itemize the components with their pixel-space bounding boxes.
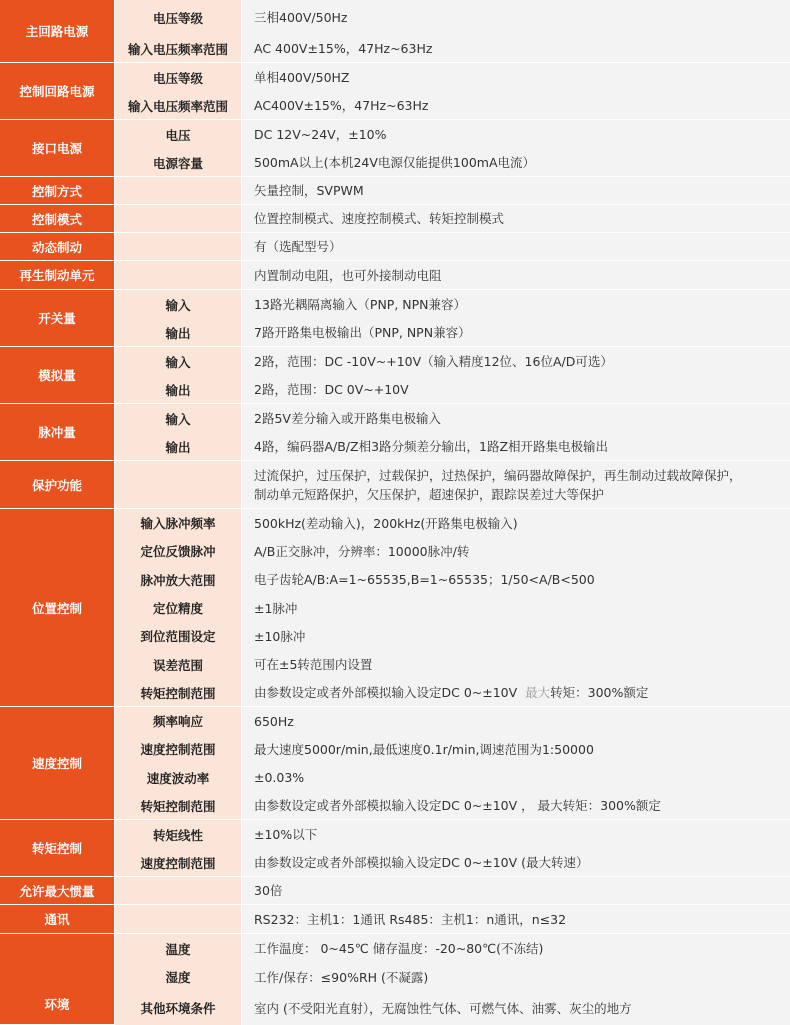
value-cell: AC400V±15%，47Hz~63Hz bbox=[242, 92, 790, 120]
sub-label-cell bbox=[114, 877, 242, 905]
sub-label-cell: 速度波动率 bbox=[114, 763, 242, 792]
value-cell: 三相400V/50Hz bbox=[242, 0, 790, 35]
sub-label-cell: 输入 bbox=[114, 347, 242, 376]
sub-label-cell: 输出 bbox=[114, 319, 242, 347]
value-cell: RS232：主机1：1通讯 Rs485：主机1：n通讯，n≤32 bbox=[242, 905, 790, 934]
value-cell: DC 12V~24V，±10% bbox=[242, 120, 790, 149]
category-cell: 接口电源 bbox=[0, 120, 114, 177]
value-cell: ±10%以下 bbox=[242, 820, 790, 849]
category-cell: 环境 bbox=[0, 934, 114, 1025]
category-cell: 转矩控制 bbox=[0, 820, 114, 877]
value-line: 过流保护，过压保护，过载保护，过热保护，编码器故障保护，再生制动过载故障保护， bbox=[254, 467, 742, 483]
value-text: 转矩：300%额定 bbox=[550, 685, 649, 700]
value-text: 由参数设定或者外部模拟输入设定DC 0~±10V bbox=[254, 685, 518, 700]
value-cell: 室内 (不受阳光直射），无腐蚀性气体、可燃气体、油雾、灰尘的地方 bbox=[242, 991, 790, 1025]
sub-label-cell: 输入电压频率范围 bbox=[114, 92, 242, 120]
sub-label-cell: 输入 bbox=[114, 290, 242, 319]
sub-label-cell bbox=[114, 205, 242, 233]
category-cell: 通讯 bbox=[0, 905, 114, 934]
sub-label-cell: 速度控制范围 bbox=[114, 735, 242, 763]
value-cell: 2路，范围：DC -10V~+10V（输入精度12位、16位A/D可选） bbox=[242, 347, 790, 376]
value-cell: 工作/保存：≤90%RH (不凝露) bbox=[242, 963, 790, 991]
value-cell: 矢量控制，SVPWM bbox=[242, 177, 790, 205]
value-cell: 最大速度5000r/min,最低速度0.1r/min,调速范围为1:50000 bbox=[242, 735, 790, 763]
sub-label-cell: 电压等级 bbox=[114, 63, 242, 92]
sub-label-cell: 输入脉冲频率 bbox=[114, 509, 242, 537]
sub-label-cell: 电压等级 bbox=[114, 0, 242, 35]
value-cell: 电子齿轮A/B:A=1~65535,B=1~65535；1/50<A/B<500 bbox=[242, 565, 790, 594]
value-cell: 7路开路集电极输出（PNP, NPN兼容） bbox=[242, 319, 790, 347]
value-cell: ±1脉冲 bbox=[242, 594, 790, 622]
sub-label-cell: 转矩控制范围 bbox=[114, 679, 242, 707]
category-cell: 速度控制 bbox=[0, 707, 114, 820]
value-cell: 有（选配型号） bbox=[242, 233, 790, 261]
value-cell: 位置控制模式、速度控制模式、转矩控制模式 bbox=[242, 205, 790, 233]
value-cell: 4路，编码器A/B/Z相3路分频差分输出，1路Z相开路集电极输出 bbox=[242, 433, 790, 461]
sub-label-cell bbox=[114, 261, 242, 290]
sub-label-cell: 速度控制范围 bbox=[114, 849, 242, 877]
sub-label-cell bbox=[114, 461, 242, 509]
sub-label-cell bbox=[114, 233, 242, 261]
category-cell: 动态制动 bbox=[0, 233, 114, 261]
sub-label-cell: 输入电压频率范围 bbox=[114, 35, 242, 63]
value-cell: A/B正交脉冲，分辨率：10000脉冲/转 bbox=[242, 537, 790, 565]
value-cell: 内置制动电阻，也可外接制动电阻 bbox=[242, 261, 790, 290]
sub-label-cell: 其他环境条件 bbox=[114, 991, 242, 1025]
sub-label-cell: 定位精度 bbox=[114, 594, 242, 622]
sub-label-cell: 误差范围 bbox=[114, 650, 242, 679]
value-cell: 工作温度： 0~45℃ 储存温度：-20~80℃(不冻结) bbox=[242, 934, 790, 963]
sub-label-cell: 定位反馈脉冲 bbox=[114, 537, 242, 565]
category-cell: 开关量 bbox=[0, 290, 114, 347]
value-cell: 30倍 bbox=[242, 877, 790, 905]
sub-label-cell: 转矩控制范围 bbox=[114, 792, 242, 820]
sub-label-cell: 频率响应 bbox=[114, 707, 242, 735]
value-cell: AC 400V±15%，47Hz~63Hz bbox=[242, 35, 790, 63]
sub-label-cell: 脉冲放大范围 bbox=[114, 565, 242, 594]
category-cell: 控制回路电源 bbox=[0, 63, 114, 120]
value-line: 制动单元短路保护，欠压保护，超速保护，跟踪误差过大等保护 bbox=[254, 486, 605, 502]
value-cell: 可在±5转范围内设置 bbox=[242, 650, 790, 679]
sub-label-cell: 到位范围设定 bbox=[114, 622, 242, 650]
sub-label-cell: 输入 bbox=[114, 404, 242, 433]
value-cell: ±10脉冲 bbox=[242, 622, 790, 650]
category-cell: 位置控制 bbox=[0, 509, 114, 707]
value-cell: 2路，范围：DC 0V~+10V bbox=[242, 376, 790, 404]
sub-label-cell bbox=[114, 905, 242, 934]
category-cell: 控制方式 bbox=[0, 177, 114, 205]
value-cell: 单相400V/50HZ bbox=[242, 63, 790, 92]
sub-label-cell: 电压 bbox=[114, 120, 242, 149]
category-cell: 主回路电源 bbox=[0, 0, 114, 63]
category-cell: 允许最大惯量 bbox=[0, 877, 114, 905]
value-cell-multiline bbox=[242, 461, 790, 509]
sub-label-cell: 湿度 bbox=[114, 963, 242, 991]
value-muted-text: 最大 bbox=[525, 685, 551, 700]
category-cell: 保护功能 bbox=[0, 461, 114, 509]
value-cell: 由参数设定或者外部模拟输入设定DC 0~±10V (最大转速） bbox=[242, 849, 790, 877]
value-cell: ±0.03% bbox=[242, 763, 790, 792]
category-cell: 控制模式 bbox=[0, 205, 114, 233]
sub-label-cell: 电源容量 bbox=[114, 149, 242, 177]
value-cell: 13路光耦隔离输入（PNP, NPN兼容） bbox=[242, 290, 790, 319]
category-cell: 模拟量 bbox=[0, 347, 114, 404]
value-cell: 500kHz(差动输入)，200kHz(开路集电极输入) bbox=[242, 509, 790, 537]
value-cell: 650Hz bbox=[242, 707, 790, 735]
sub-label-cell: 输出 bbox=[114, 376, 242, 404]
sub-label-cell: 转矩线性 bbox=[114, 820, 242, 849]
sub-label-cell: 温度 bbox=[114, 934, 242, 963]
category-cell: 脉冲量 bbox=[0, 404, 114, 461]
value-cell: 由参数设定或者外部模拟输入设定DC 0~±10V ， 最大转矩：300%额定 bbox=[242, 792, 790, 820]
sub-label-cell: 输出 bbox=[114, 433, 242, 461]
value-cell bbox=[242, 679, 790, 707]
value-cell: 2路5V差分输入或开路集电极输入 bbox=[242, 404, 790, 433]
sub-label-cell bbox=[114, 177, 242, 205]
category-cell: 再生制动单元 bbox=[0, 261, 114, 290]
value-cell: 500mA以上(本机24V电源仅能提供100mA电流） bbox=[242, 149, 790, 177]
